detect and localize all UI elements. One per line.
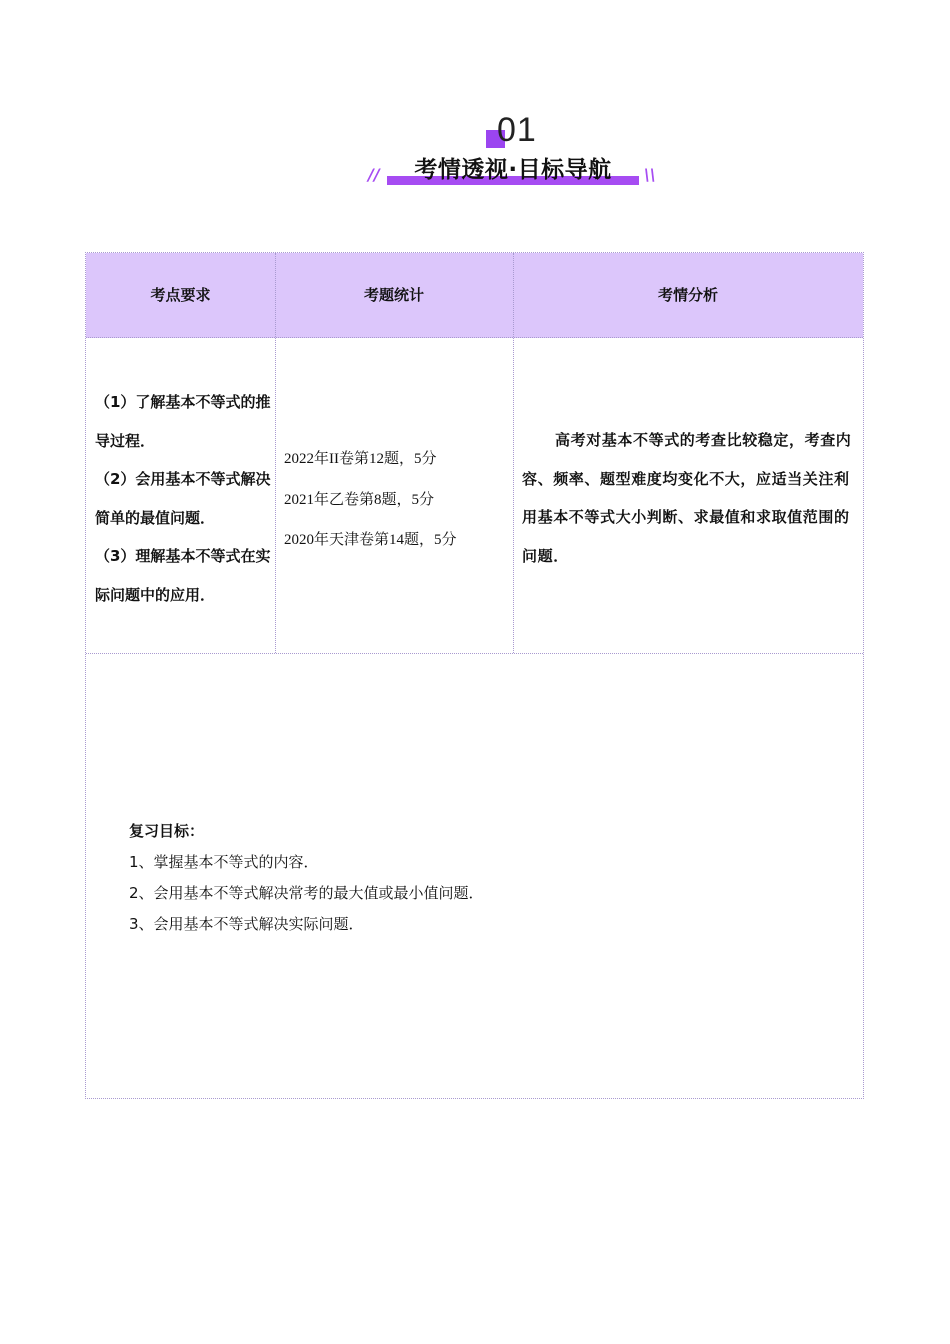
section-number: 01	[497, 111, 537, 149]
review-goals-title: 复习目标：	[129, 822, 205, 840]
goal-item: 2、会用基本不等式解决常考的最大值或最小值问题．	[129, 884, 484, 902]
requirement-item: （1）了解基本不等式的推导过程．	[95, 393, 271, 450]
column-header-requirements: 考点要求	[150, 286, 211, 304]
requirement-item: （3）理解基本不等式在实际问题中的应用．	[95, 547, 271, 604]
statistic-item: 2020年天津卷第14题，5分	[284, 532, 457, 548]
analysis-cell: 高考对基本不等式的考查比较稳定，考查内容、频率、题型难度均变化不大，应适当关注利用基本不等式大小判断、求最值和求取值范围的问题．	[522, 431, 852, 565]
review-goals	[129, 816, 829, 940]
slash-decoration-left: //	[368, 165, 380, 184]
column-header-analysis: 考情分析	[657, 286, 718, 304]
requirement-item: （2）会用基本不等式解决简单的最值问题．	[95, 470, 271, 527]
requirements-cell	[95, 383, 275, 614]
statistic-item: 2022年II卷第12题，5分	[284, 451, 437, 467]
row-divider	[86, 653, 863, 654]
statistic-item: 2021年乙卷第8题，5分	[284, 491, 435, 508]
column-header-statistics: 考题统计	[363, 286, 424, 304]
exam-overview-table	[85, 252, 864, 1099]
statistics-cell	[284, 439, 514, 561]
slash-decoration-right: \\	[644, 165, 656, 184]
goal-item: 1、掌握基本不等式的内容．	[129, 853, 319, 871]
goal-item: 3、会用基本不等式解决实际问题．	[129, 915, 364, 933]
section-title: 考情透视·目标导航	[414, 157, 612, 183]
